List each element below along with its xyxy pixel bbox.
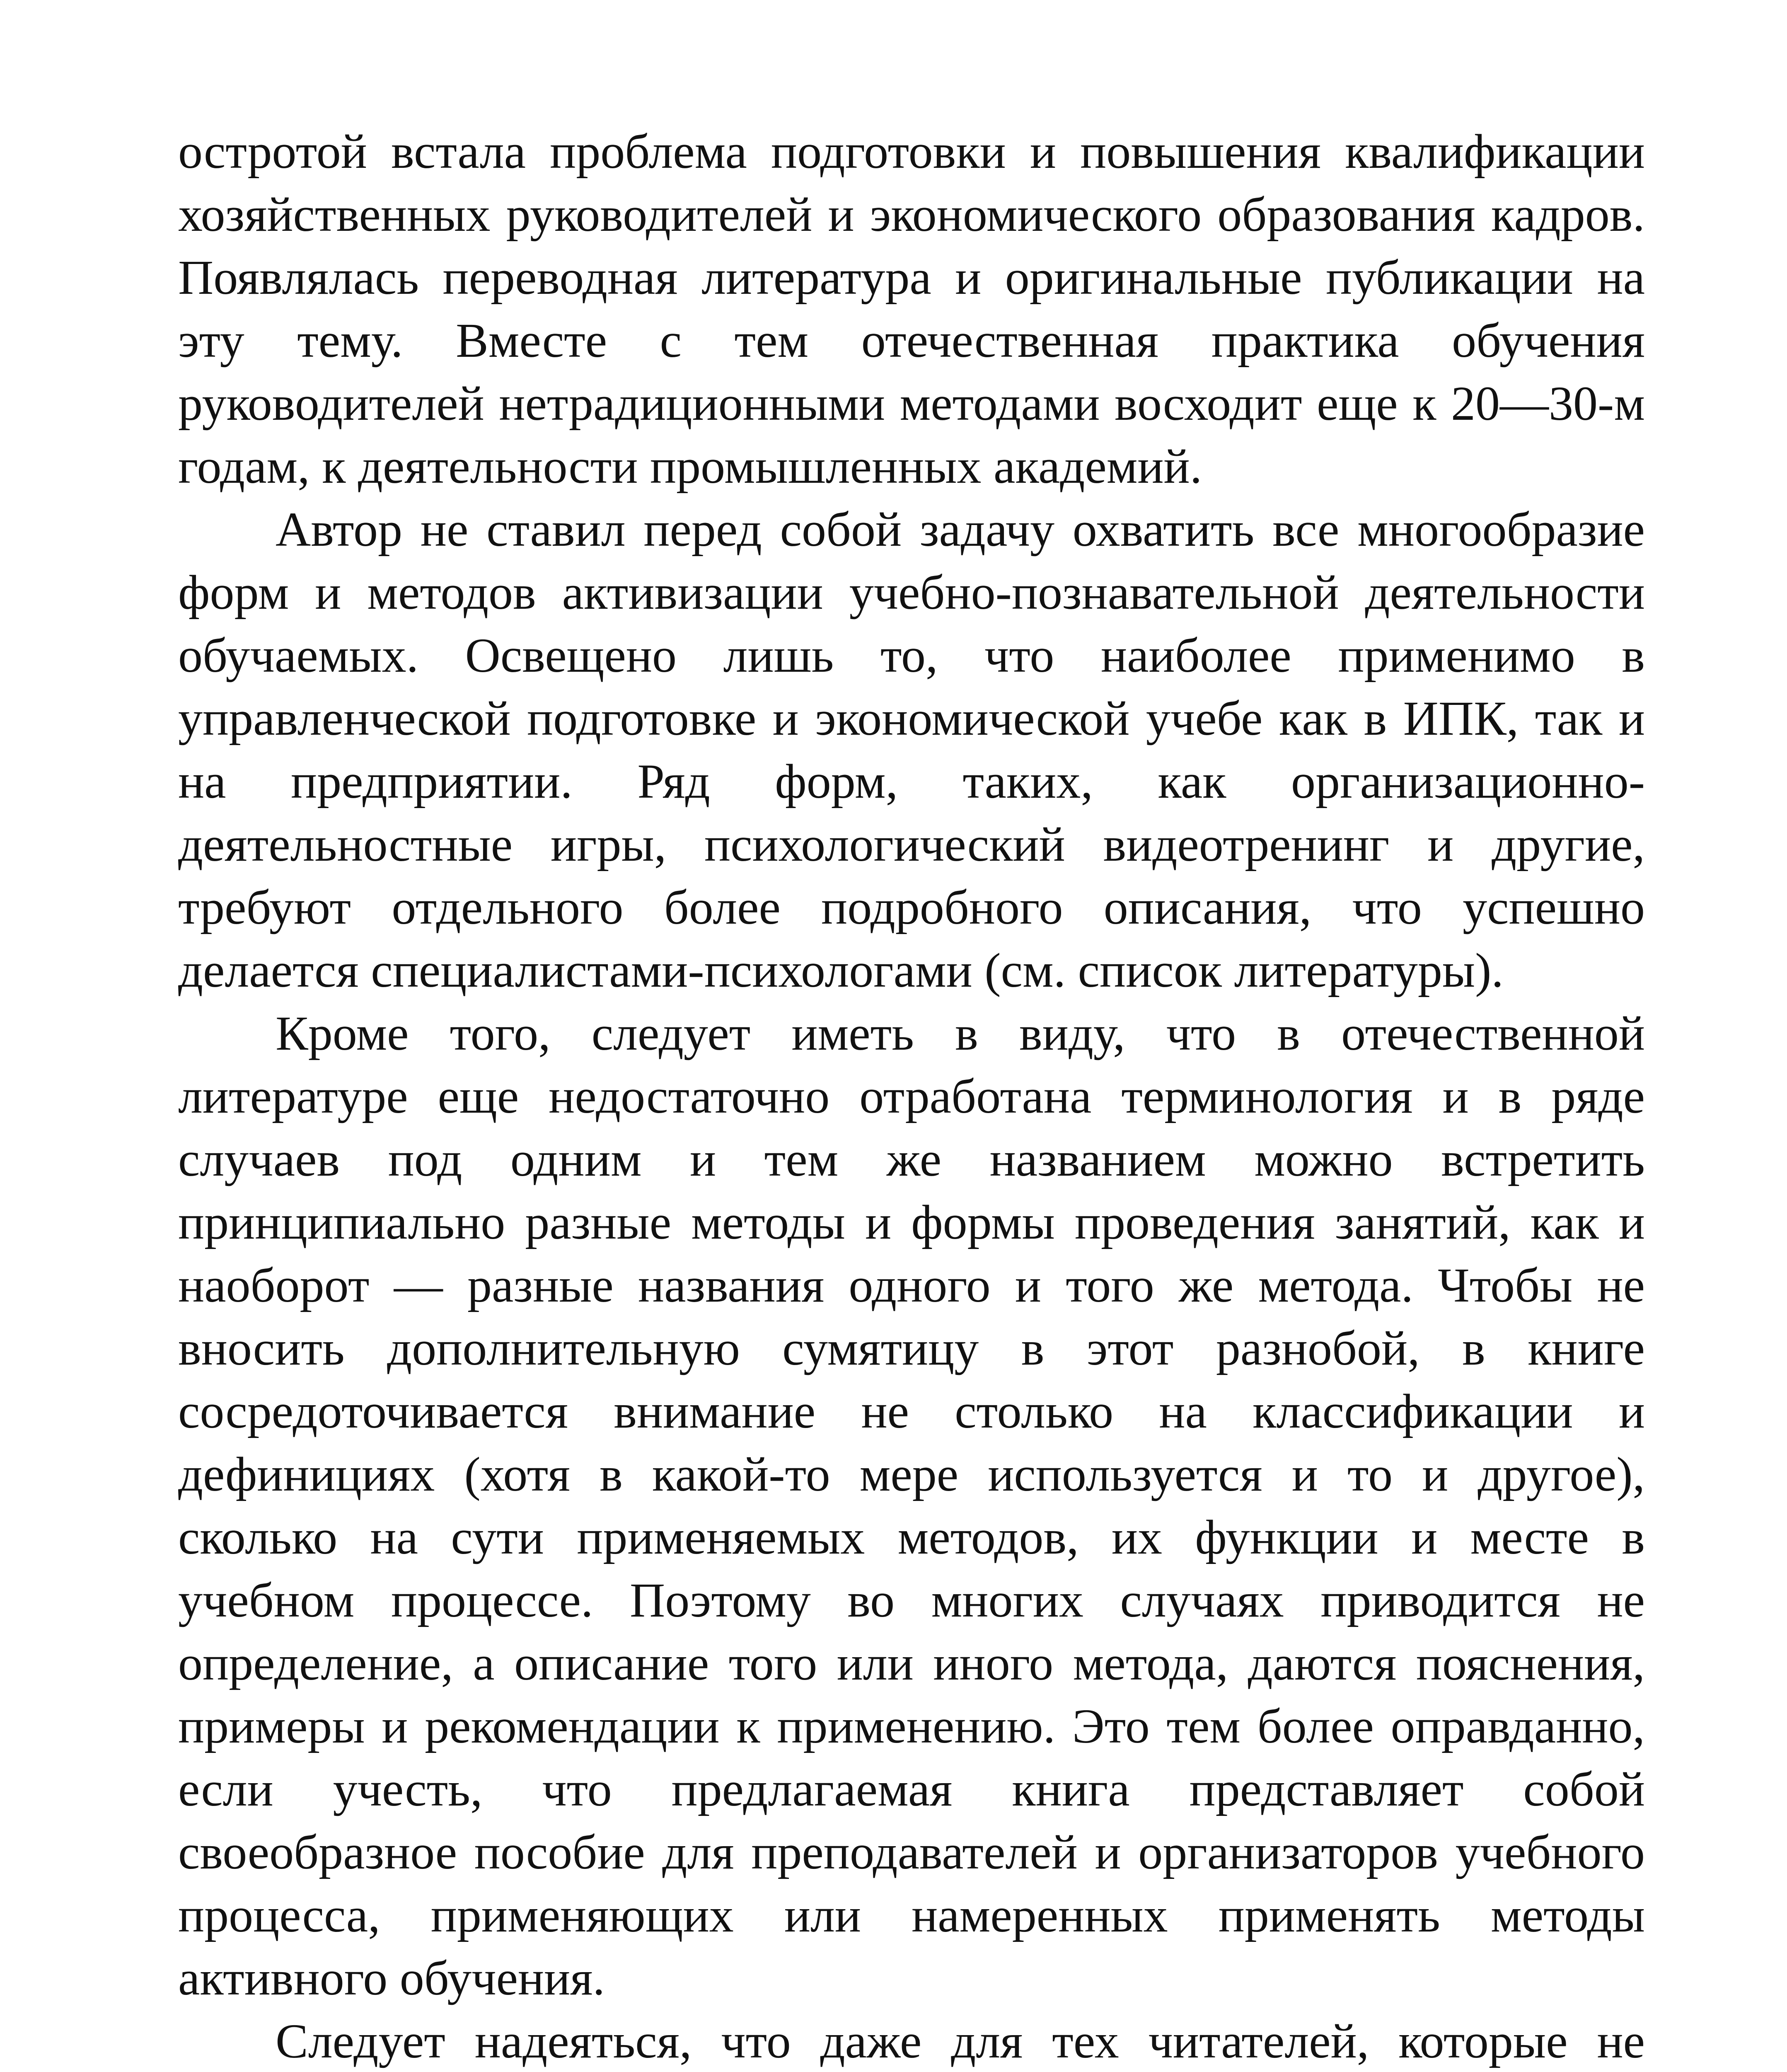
paragraph-3: Кроме того, следует иметь в виду, что в отечественной литературе еще недостаточно отработана терминология и в ряде случаев под одним и тем же названием можно встретить принципиально разные методы и формы проведения занятий, как и наоборот — разные названия одного и того же метода. Чтобы не вносить дополнительную сумятицу в этот разнобой, в книге сосредоточивается внимание не столько на классификации и дефинициях (хотя в какой-то мере используется и то и другое), сколько на сути применяемых методов, их функции и месте в учебном процессе. Поэтому во многих случаях приводится не определение, а описание того или иного метода, даются пояснения, примеры и рекомендации к применению. Это тем более оправданно, если учесть, что предлагаемая книга представляет собой своеобразное пособие для преподавателей и организаторов учебного процесса, применяющих или намеренных применять методы активного обучения.: [178, 1006, 1645, 2005]
paragraph-4: Следует надеяться, что даже для тех читателей, которые не: [276, 2014, 1645, 2068]
body-text: [178, 120, 1645, 2072]
paragraph-1: остротой встала проблема подготовки и повышения квалификации хозяйственных руководителей и экономического образования кадров. Появлялась переводная литература и оригинальные публикации на эту тему. Вместе с тем отечественная практика обучения руководителей нетрадиционными методами восходит еще к 20—30-м годам, к деятельности промышленных академий.: [178, 124, 1645, 494]
paragraph-2: Автор не ставил перед собой задачу охватить все многообразие форм и методов активизации учебно-познавательной деятельности обучаемых. Освещено лишь то, что наиболее применимо в управленческой подготовке и экономической учебе как в ИПК, так и на предприятии. Ряд форм, таких, как организационно-деятельностные игры, психологический видеотренинг и другие, требуют отдельного более подробного описания, что успешно делается специалистами-психологами (см. список литературы).: [178, 502, 1645, 997]
